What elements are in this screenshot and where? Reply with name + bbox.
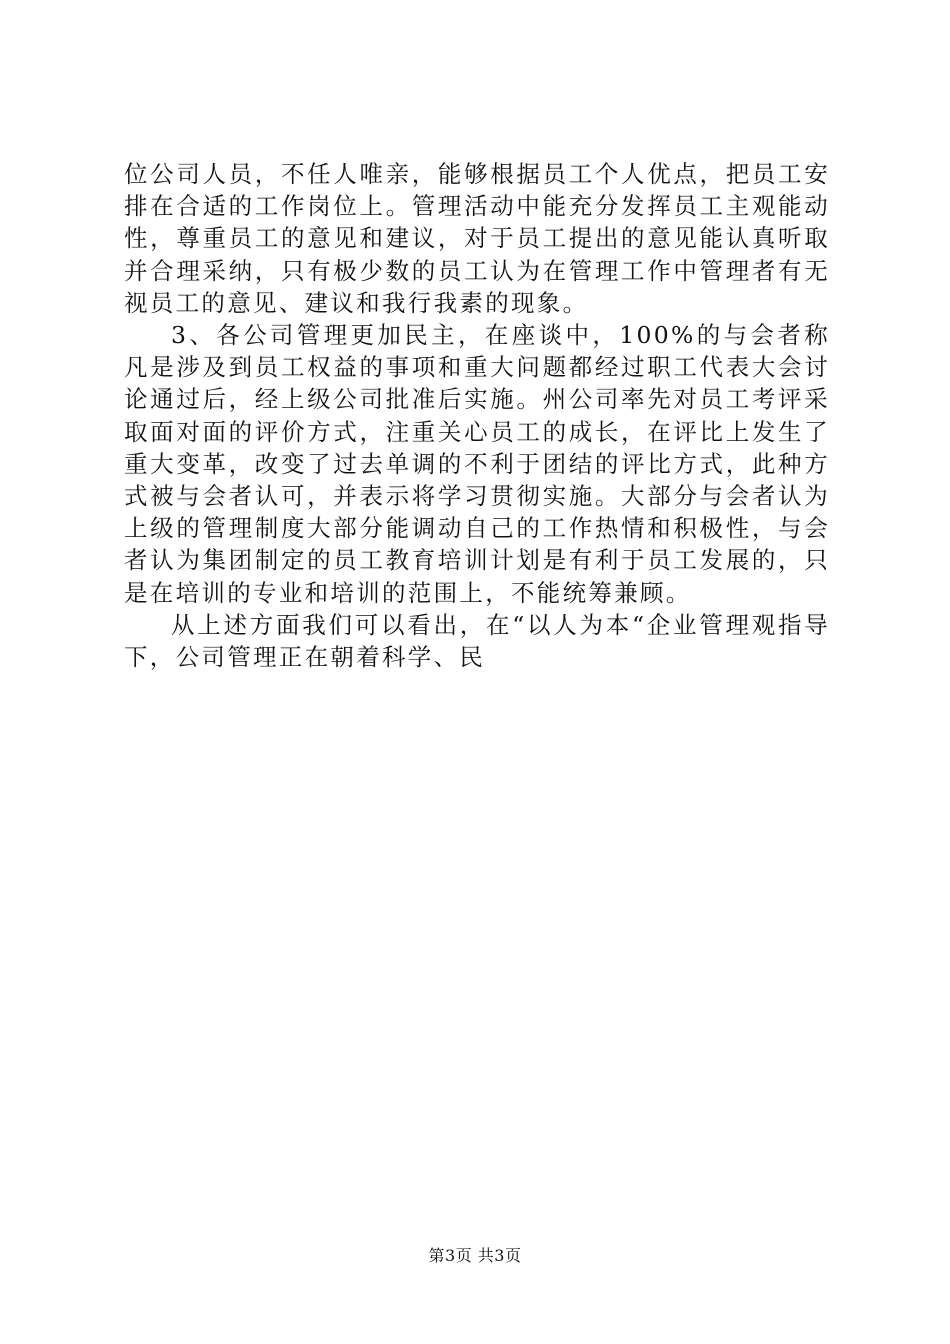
document-body [124, 158, 830, 673]
paragraph-continuation: 位公司人员，不任人唯亲，能够根据员工个人优点，把员工安排在合适的工作岗位上。管理活动中能充分发挥员工主观能动性，尊重员工的意见和建议，对于员工提出的意见能认真听取并合理采纳，只有极少数的员工认为在管理工作中管理者有无视员工的意见、建议和我行我素的现象。 [124, 160, 830, 317]
page-footer: 第3页 共3页 [428, 1246, 522, 1265]
paragraph-item-3: 3、各公司管理更加民主，在座谈中，100%的与会者称凡是涉及到员工权益的事项和重大问题都经过职工代表大会讨论通过后，经上级公司批准后实施。州公司率先对员工考评采取面对面的评价方式，注重关心员工的成长，在评比上发生了重大变革，改变了过去单调的不利于团结的评比方式，此种方式被与会者认可，并表示将学习贯彻实施。大部分与会者认为上级的管理制度大部分能调动自己的工作热情和积极性，与会者认为集团制定的员工教育培训计划是有利于员工发展的，只是在培训的专业和培训的范围上，不能统筹兼顾。 [124, 321, 830, 607]
paragraph-conclusion: 从上述方面我们可以看出，在“以人为本“企业管理观指导下，公司管理正在朝着科学、民 [124, 610, 830, 672]
